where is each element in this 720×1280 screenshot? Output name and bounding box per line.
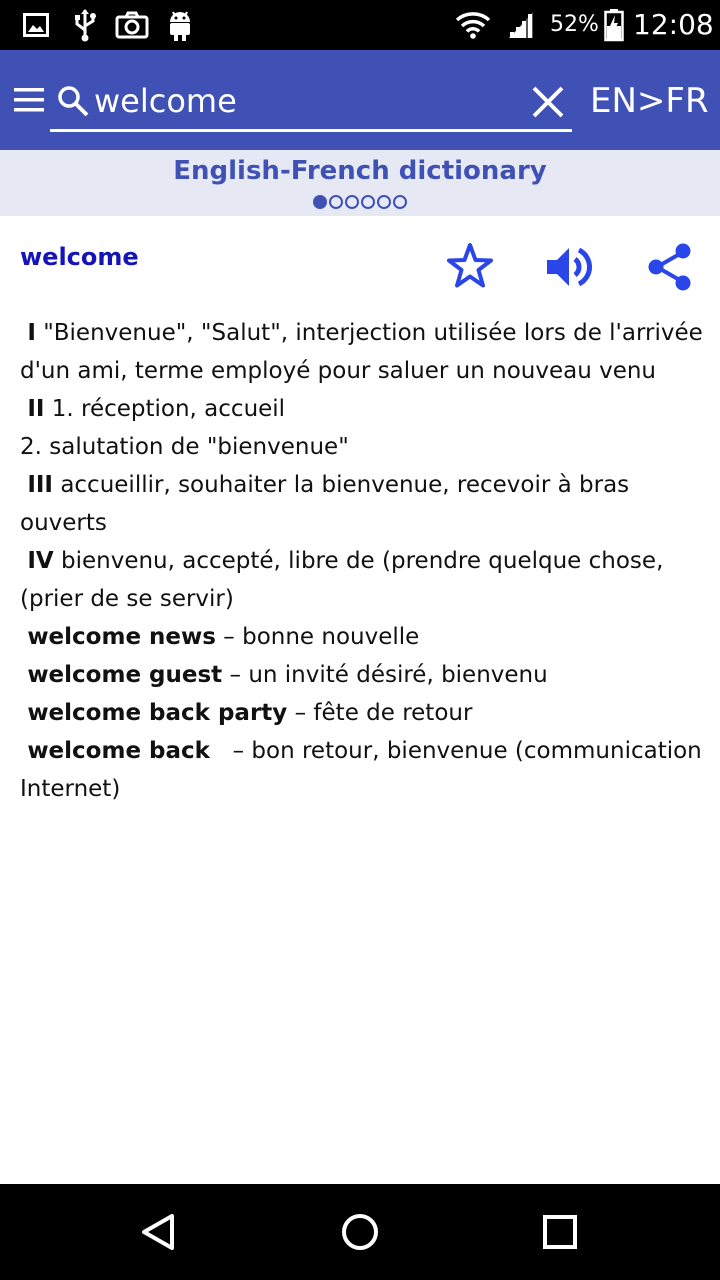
sense-marker: II bbox=[27, 396, 45, 422]
sense bbox=[20, 314, 710, 390]
page-dot[interactable] bbox=[361, 195, 375, 209]
phrase: welcome guest – un invité désiré, bienvenu bbox=[27, 662, 548, 688]
app-bar bbox=[0, 50, 720, 150]
usb-icon bbox=[72, 8, 98, 42]
sense bbox=[20, 542, 710, 618]
battery-icon bbox=[604, 8, 624, 42]
definition-body bbox=[20, 314, 710, 808]
phrase: welcome back party – fête de retour bbox=[27, 700, 473, 726]
navigation-bar bbox=[0, 1184, 720, 1280]
android-icon bbox=[166, 8, 194, 42]
sense bbox=[20, 428, 710, 466]
page-dot[interactable] bbox=[377, 195, 391, 209]
clear-search-button[interactable] bbox=[530, 84, 566, 120]
headword: welcome bbox=[20, 243, 139, 271]
phrase-term: welcome back party bbox=[27, 700, 288, 726]
page-indicator bbox=[0, 194, 720, 210]
phrase-translation: un invité désiré, bienvenu bbox=[248, 662, 548, 688]
sense-text: bienvenu, accepté, libre de (prendre quelque chose, (prier de se servir) bbox=[20, 548, 664, 612]
dictionary-banner[interactable] bbox=[0, 150, 720, 216]
phrase-term: welcome back bbox=[27, 738, 218, 764]
phrase: welcome back – bon retour, bienvenue (communication Internet) bbox=[20, 738, 702, 802]
close-icon bbox=[530, 105, 566, 124]
search-input[interactable] bbox=[94, 76, 514, 126]
phrase-translation: bon retour, bienvenue (communication Internet) bbox=[20, 738, 702, 802]
signal-icon bbox=[506, 8, 536, 42]
clock: 12:08 bbox=[633, 8, 714, 41]
battery-percent: 52% bbox=[550, 12, 599, 37]
wifi-icon bbox=[454, 8, 492, 42]
share-icon bbox=[643, 279, 697, 298]
speaker-icon bbox=[543, 279, 597, 298]
menu-icon bbox=[12, 101, 48, 120]
pronounce-button[interactable] bbox=[543, 240, 597, 294]
language-pair-toggle[interactable]: EN>FR bbox=[590, 81, 709, 121]
nav-back-button[interactable] bbox=[136, 1208, 184, 1256]
status-bar bbox=[0, 0, 720, 50]
star-icon bbox=[443, 279, 497, 298]
phrase-term: welcome guest bbox=[27, 662, 223, 688]
sense bbox=[20, 466, 710, 542]
page-dot[interactable] bbox=[329, 195, 343, 209]
page-dot[interactable] bbox=[345, 195, 359, 209]
home-icon bbox=[336, 1241, 384, 1260]
search-icon bbox=[56, 84, 90, 118]
phrase-translation: bonne nouvelle bbox=[242, 624, 420, 650]
search-field[interactable] bbox=[50, 70, 572, 132]
sense bbox=[20, 390, 710, 428]
sense-text: 2. salutation de "bienvenue" bbox=[20, 434, 349, 460]
page-dot[interactable] bbox=[313, 195, 327, 209]
page-dot[interactable] bbox=[393, 195, 407, 209]
image-icon bbox=[22, 8, 50, 42]
phrase: welcome news – bonne nouvelle bbox=[27, 624, 420, 650]
menu-button[interactable] bbox=[12, 84, 48, 116]
phrase-term: welcome news bbox=[27, 624, 216, 650]
sense-text: "Bienvenue", "Salut", interjection utilisée lors de l'arrivée d'un ami, terme employé pour saluer un nouveau venu bbox=[20, 320, 703, 384]
share-button[interactable] bbox=[643, 240, 697, 294]
phrase-translation: fête de retour bbox=[313, 700, 473, 726]
sense-marker: IV bbox=[27, 548, 54, 574]
sense-text: 1. réception, accueil bbox=[51, 396, 286, 422]
nav-recents-button[interactable] bbox=[536, 1208, 584, 1256]
favorite-button[interactable] bbox=[443, 240, 497, 294]
dictionary-title: English-French dictionary bbox=[173, 156, 547, 186]
recents-icon bbox=[536, 1241, 584, 1260]
sense-text: accueillir, souhaiter la bienvenue, recevoir à bras ouverts bbox=[20, 472, 630, 536]
back-icon bbox=[136, 1241, 184, 1260]
sense-marker: I bbox=[27, 320, 36, 346]
nav-home-button[interactable] bbox=[336, 1208, 384, 1256]
camera-icon bbox=[114, 8, 150, 42]
sense-marker: III bbox=[27, 472, 53, 498]
